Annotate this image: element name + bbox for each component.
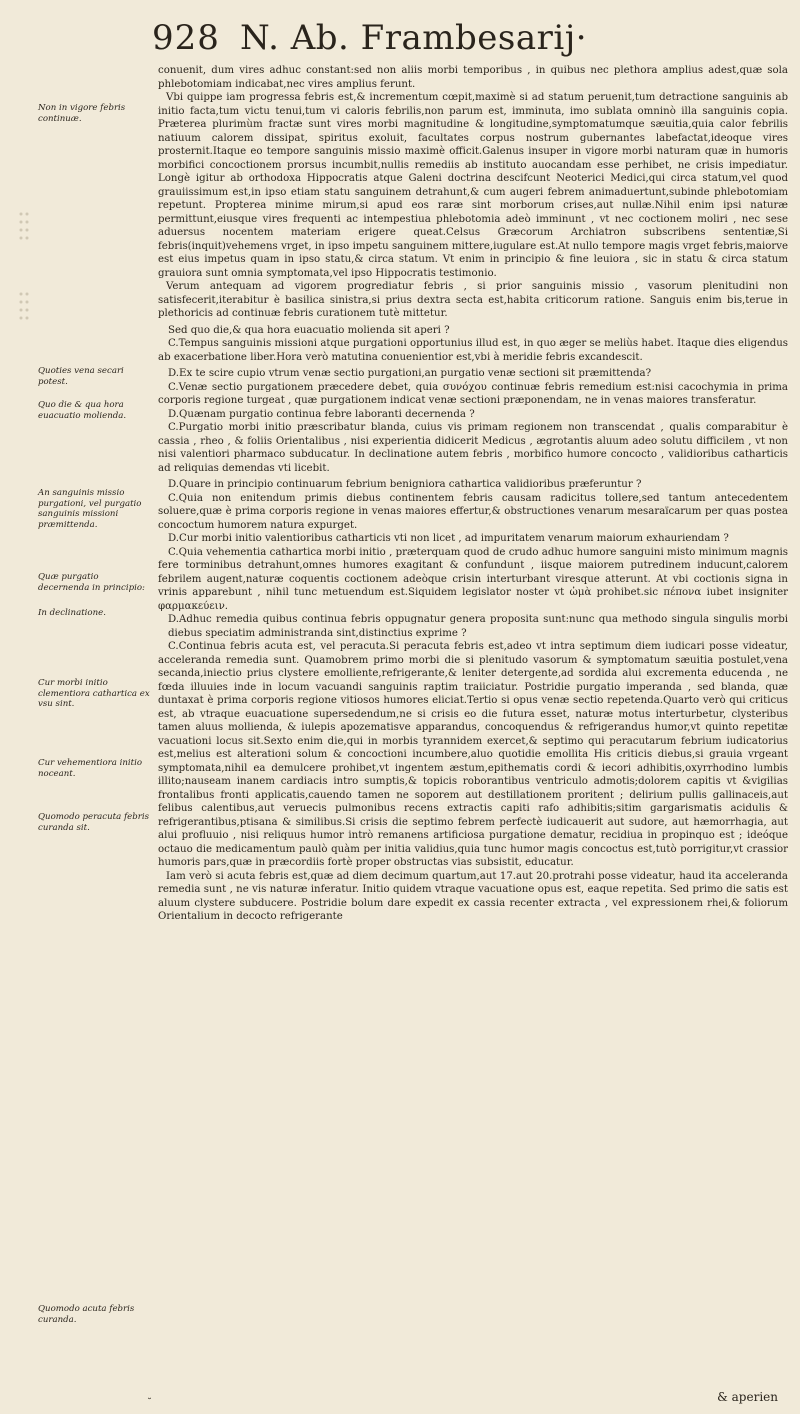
answer: C.Venæ sectio purgationem præcedere debet, quia συνόχου continuæ febris remedium est:nisi cacochymia in prima corporis regione turgeat , quæ purgationem indicat venæ sectioni præponendam, ne in venas maiores transferatur. bbox=[158, 381, 788, 406]
margin-note: Cur morbi initio clementiora cathartica ex vsu sint. bbox=[38, 678, 150, 709]
margin-note: Quomodo acuta febris curanda. bbox=[38, 1304, 135, 1325]
answer: C.Purgatio morbi initio præscribatur blanda, cuius vis primam regionem non transcendat , qualis comparabitur è cassia , rheo , & foliis Orientalibus , nisi experientia didicerit Medicus , ægrotantis aluum adeo solutu difficilem , vt non nisi valentiori pharmaco subducatur. In declinatione autem febris , morbifico humore concocto , validioribus catharticis ad reliquias demendas vti licebit. bbox=[158, 422, 788, 474]
answer: C.Quia non enitendum primis diebus continentem febris causam radicitus tollere,sed tantum antecedentem soluere,quæ è prima corporis regione in venas maiores effertur,& obstructiones venarum mesaraïcarum per quas postea concoctum humorem natura expurget. bbox=[158, 492, 788, 531]
margin-note: An sanguinis missio purgationi, vel purgatio sanguinis missioni præmittenda. bbox=[38, 488, 142, 530]
ink-bleed-mark bbox=[18, 210, 30, 240]
paragraph: Iam verò si acuta febris est,quæ ad diem decimum quartum,aut 17.aut 20.protrahi posse videatur, haud ita acceleranda remedia sunt , ne vis naturæ inferatur. Initio quidem vtraque vacuatione opus est, eaque repetita. Sed primo die satis est aluum clystere subducere. Postridie bolum dare expedit ex cassia recenter extracta , vel expressionem rhei,& foliorum Orientalium in decocto refrigerante bbox=[158, 870, 788, 922]
running-head: N. Ab. Frambesarij· bbox=[240, 18, 588, 58]
answer: C.Continua febris acuta est, vel peracuta.Si peracuta febris est,adeo vt intra septimum diem iudicari posse videatur, acceleranda remedia sunt. Quamobrem primo morbi die si plenitudo vasorum & symptomatum sæuitia postulet,vena secanda,iniectio prius clystere emolliente,refrigerante,& leniter detergente,ad sordida alui excrementa educenda , ne fœda illuuies inde in locum vacuandi sanguinis raptim traiiciatur. Postridie purgatio imperanda , sed blanda, quæ duntaxat è prima corporis regione vitiosos humores eliciat.Tertio si opus venæ sectio repetenda.Quarto verò qui criticus est, ab vtraque euacuatione supersedendum,ne si crisis eo die futura esset, naturæ motus interturbetur, clysteribus tamen aluus mollienda, & iulepis apozematisve apparandus, concoquendus & refrigerandus humor,vt quinto repetitæ vacuationi locus sit.Sexto enim die,qui in morbis tyrannidem exercet,& septimo qui peracutarum febrium iudicatorius est,melius est alterationi solum & concoctioni incumbere,aluo quotidie emollita His criticis diebus,si grauia vrgeant symptomata,nihil ea demulcere prohibet,vt ingentem æstum,epithematis cordi & iecori adhibitis,oxyrrhodino lumbis illito;nauseam inanem cardiacis intro sumptis,& topicis roborantibus ventriculo admotis;dolorem capitis vt &vigilias frontalibus fronti applicatis,cauendo tamen ne soporem aut destillationem proritent ; delirium pullis gallinaceis,aut felibus calentibus,aut veruecis pulmonibus recens extractis capiti rafo adhibitis;sitim gargarismatis acidulis & refrigerantibus,ptisana & similibus.Si crisis die septimo febrem perfectè iudicauerit aut sudore, aut hæmorrhagia, aut alui profluuio , nisi reliquus humor intrò remanens artificiosa purgatione dematur, recidiua in propinquo est ; ideóque octauo die medicamentum paulò quàm per initia validius,quia tunc humor magis concoctus est,tutò porrigitur,vt crassior humoris pars,quæ in præcordiis fortè proper obstructas vias subsistit, educatur. bbox=[158, 641, 788, 868]
answer: C.Quia vehementia cathartica morbi initio , præterquam quod de crudo adhuc humore sanguini misto minimum magnis fere torminibus detrahunt,omnes humores exagitant & confundunt , iisque maiorem putredinem inducunt,calorem febrilem augent,naturæ coquentis coctionem adeòque crisin interturbant viresque atterunt. At vbi coctionis signa in vrinis apparebunt , nihil tunc metuendum est.Siquidem legislator noster vt ὠμὰ prohibet.sic πέπονα iubet insigniter φαρμακεύειν. bbox=[158, 546, 788, 612]
margin-note: Quomodo peracuta febris curanda sit. bbox=[38, 812, 149, 833]
margin-note: Cur vehementiora initio noceant. bbox=[38, 758, 143, 779]
question: D.Ex te scire cupio vtrum venæ sectio purgationi,an purgatio venæ sectioni sit præmittenda? bbox=[168, 368, 652, 379]
question: D.Cur morbi initio valentioribus catharticis vti non licet , ad impuritatem venarum maiorum exhauriendam ? bbox=[168, 533, 729, 544]
margin-note: Quoties vena secari potest. bbox=[38, 366, 124, 387]
question: D.Adhuc remedia quibus continua febris oppugnatur genera proposita sunt:nunc qua methodo singula singulis morbi diebus speciatim administranda sint,distinctius exprime ? bbox=[168, 614, 788, 639]
page-number: 928 bbox=[152, 18, 220, 58]
question: D.Quænam purgatio continua febre laboranti decernenda ? bbox=[168, 408, 475, 420]
catchword: & aperien bbox=[717, 1390, 778, 1404]
ink-bleed-mark bbox=[18, 290, 30, 320]
question: Sed quo die,& qua hora euacuatio molienda sit aperi ? bbox=[168, 324, 450, 336]
margin-notes bbox=[0, 0, 155, 1414]
margin-note: Quæ purgatio decernenda in principio: bbox=[38, 572, 145, 593]
question: D.Quare in principio continuarum febrium benigniora cathartica validioribus præferuntur ? bbox=[168, 479, 642, 490]
signature-mark: ˘ bbox=[147, 1398, 152, 1409]
margin-note: In declinatione. bbox=[38, 608, 106, 618]
paragraph: conuenit, dum vires adhuc constant:sed non aliis morbi temporibus , in quibus nec plethora amplius adest,quæ sola phlebotomiam indicabat,nec vires amplius ferunt. bbox=[158, 65, 788, 90]
paragraph: Verum antequam ad vigorem progrediatur febris , si prior sanguinis missio , vasorum plenitudini non satisfecerit,iterabitur è basilica sinistra,si prius dextra secta est,habita criticorum ratione. Sanguis enim bis,terue in plethoricis ad continuæ febris curationem tutè mittetur. bbox=[158, 281, 788, 319]
answer: C.Tempus sanguinis missioni atque purgationi opportunius illud est, in quo æger se meliùs habet. Itaque dies eligendus ab exacerbatione liber.Hora verò matutina conuenientior est,vbi à meridie febris excandescit. bbox=[158, 338, 788, 363]
margin-note: Quo die & qua hora euacuatio molienda. bbox=[38, 400, 127, 421]
main-text bbox=[158, 64, 788, 924]
margin-note: Non in vigore febris continuæ. bbox=[38, 103, 126, 124]
paragraph: Vbi quippe iam progressa febris est,& incrementum cœpit,maximè si ad statum peruenit,tum detractione sanguinis ab initio facta,tum victu tenui,tum vi caloris febrilis,non parum est, imminuta, imo sublata omninò illa sanguinis copia. Præterea plurimùm fractæ sunt vires morbi magnitudine & longitudine,symptomatumque sæuitia,quia calor febrilis natiuum calorem dissipat, spiritus exoluit, facultates corpus nostrum gubernantes labefactat,ideoque vires prosternit.Itaque eo tempore sanguinis missio maximè officit.Galenus insuper in vigore morbi naturam quæ in humoris morbifici concoctionem prorsus incumbit,nullis remediis ab instituto auocandam esse perhibet, ne crisis impediatur. Longè igitur ab orthodoxa Hippocratis atque Galeni doctrina descifcunt Neoterici Medici,qui circa statum,vel quod grauiissimum est,in ipso etiam statu sanguinem detrahunt,& cum augeri febrem animaduertunt,subinde phlebotomiam repetunt. Propterea minime mirum,si apud eos raræ sint morborum crises,aut nullæ.Nihil enim ipsi naturæ permittunt,eiusque vires frequenti ac intempestiua phlebotomia adeò imminunt , vt nec coctionem moliri , nec sese aduersus nocentem materiam erigere queat.Celsus Græcorum Archiatron subscribens sententiæ,Si febris(inquit)vehemens vrget, in ipso impetu sanguinem mittere,iugulare est.At nullo tempore magis vrget febris,maiorve est eius impetus quam in ipso statu,& circa statum. Vt enim in principio & fine leuiora , sic in statu & circa statum grauiora sunt omnia symptomata,vel ipso Hippocratis testimonio. bbox=[158, 92, 788, 279]
